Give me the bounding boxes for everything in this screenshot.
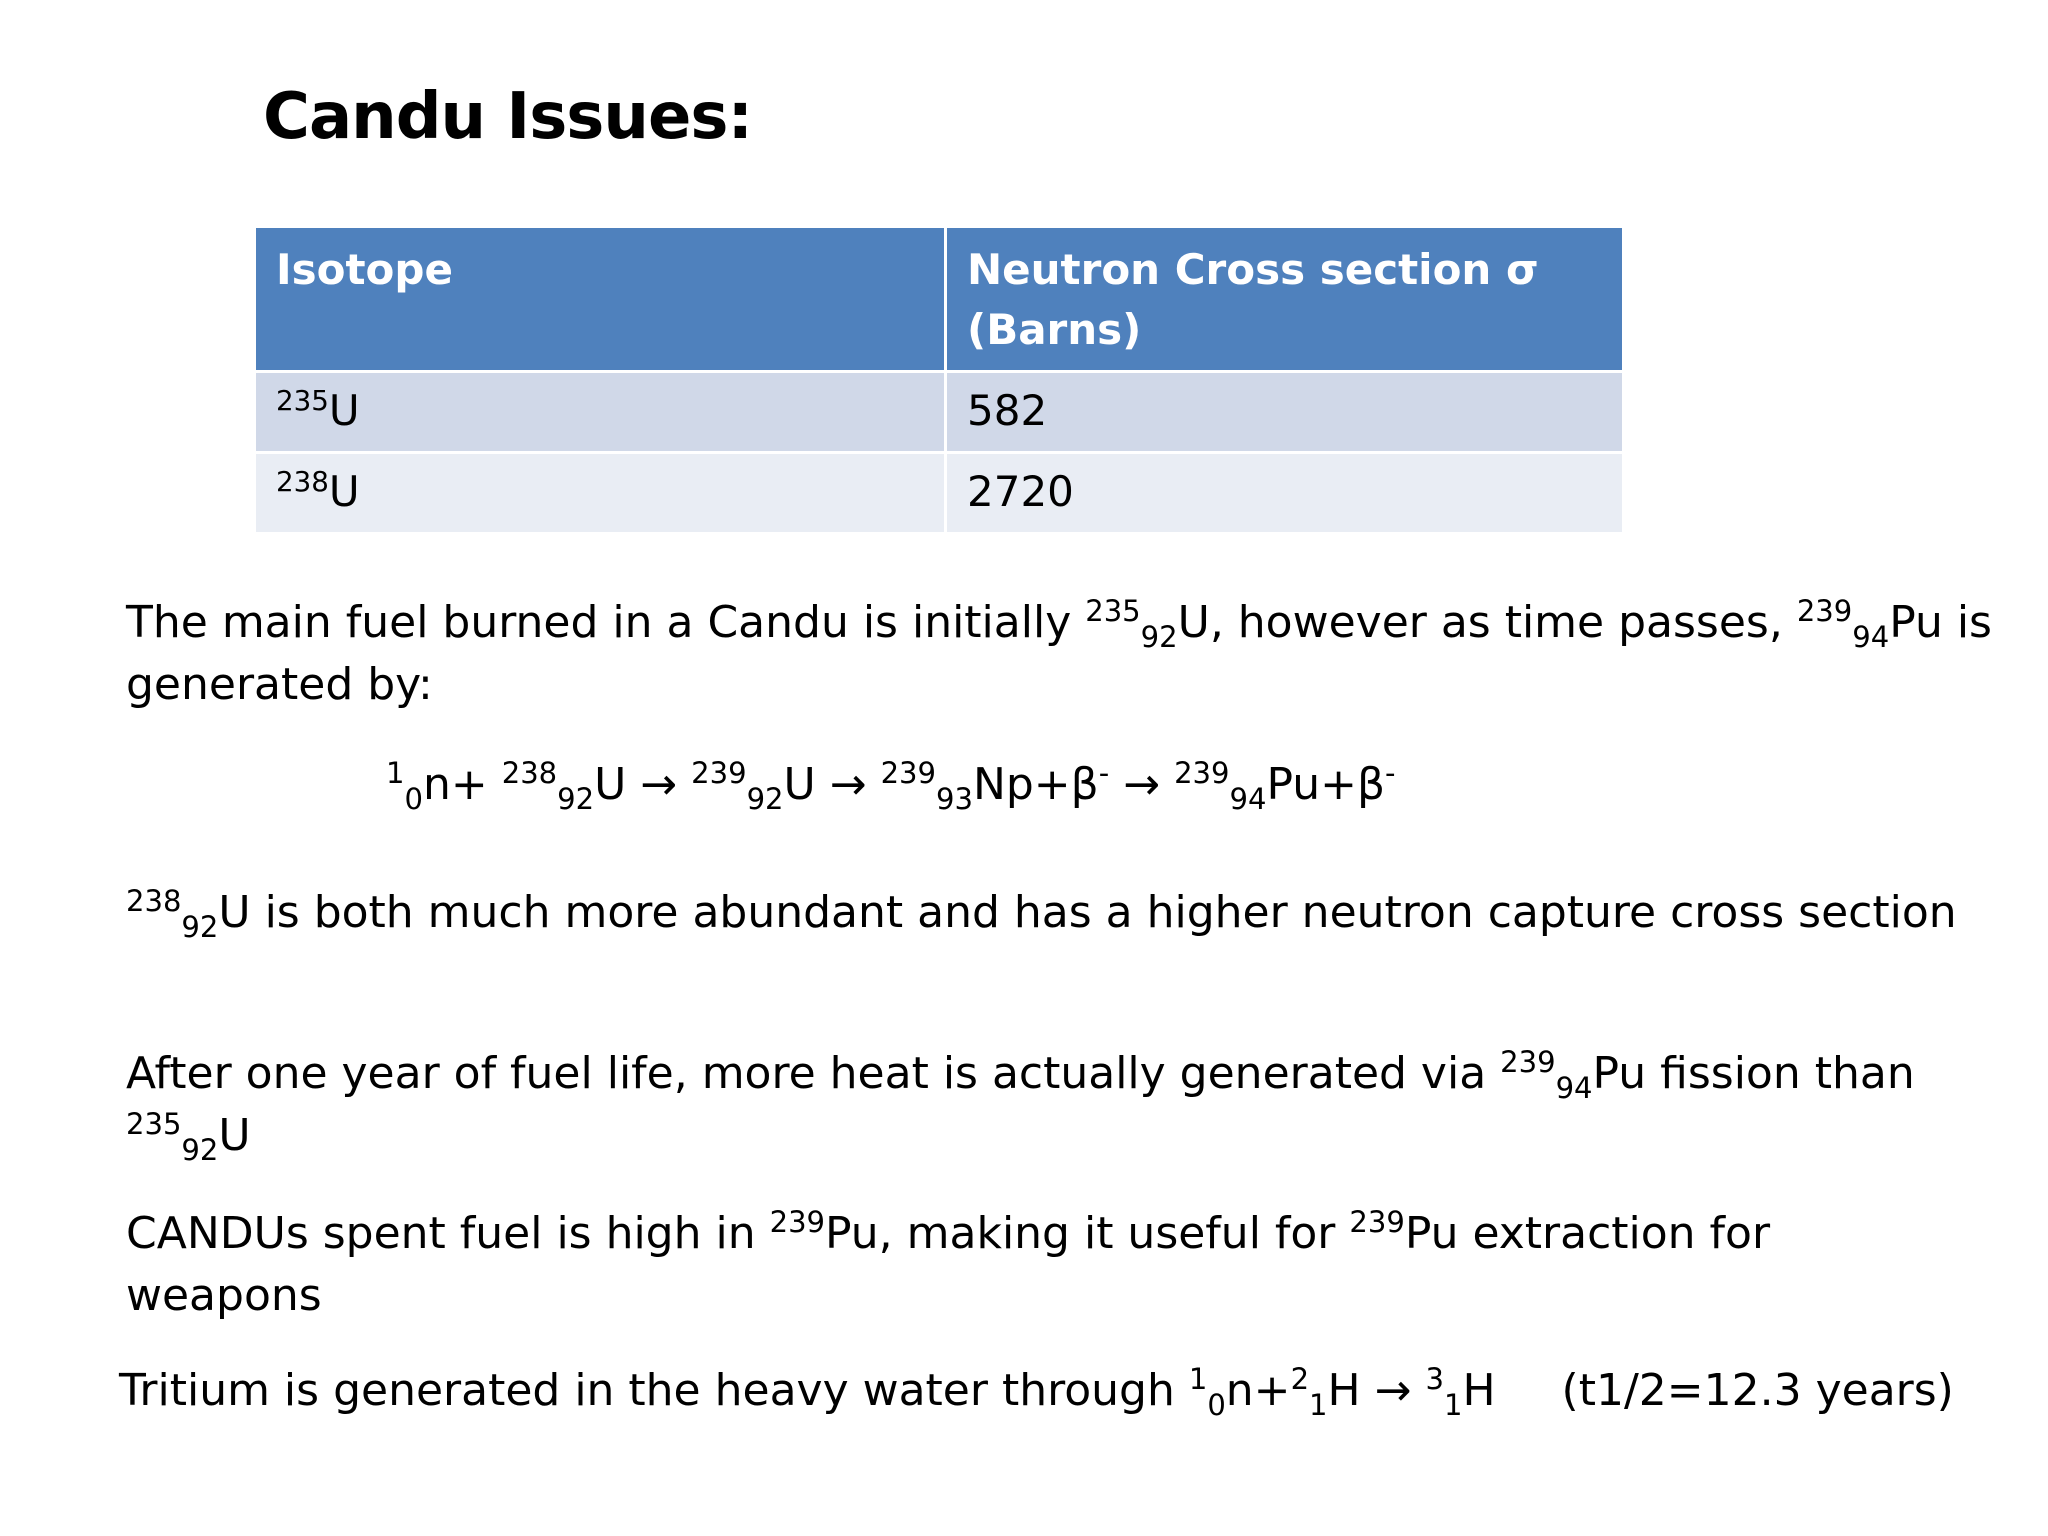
fuel-paragraph bbox=[126, 592, 2026, 716]
mass-number: 235 bbox=[1085, 594, 1141, 629]
atomic-number: 1 bbox=[1309, 1388, 1328, 1423]
mass-number: 3 bbox=[1425, 1362, 1444, 1397]
mass-number: 239 bbox=[691, 756, 747, 791]
mass-number: 239 bbox=[1349, 1205, 1405, 1240]
text-segment: Tritium is generated in the heavy water through bbox=[119, 1365, 1189, 1416]
text-segment: n+ bbox=[1225, 1365, 1291, 1416]
text-segment: is generated by: bbox=[126, 597, 1992, 710]
mass-number: 238 bbox=[126, 884, 182, 919]
abundance-paragraph bbox=[126, 882, 1957, 944]
text-segment: The main fuel burned in a Candu is initially bbox=[126, 597, 1086, 648]
slide-title: Candu Issues: bbox=[263, 80, 753, 154]
text-segment: After one year of fuel life, more heat is actually generated via bbox=[126, 1048, 1501, 1099]
mass-number: 239 bbox=[1500, 1045, 1556, 1080]
header-cross-section-line1: Neutron Cross section σ bbox=[967, 245, 1539, 294]
atomic-number: 94 bbox=[1229, 782, 1267, 817]
atomic-number: 93 bbox=[935, 782, 973, 817]
text-segment: Pu fission than bbox=[1592, 1048, 1915, 1099]
atomic-number: 92 bbox=[181, 1133, 219, 1168]
element-symbol: Pu bbox=[1889, 597, 1943, 648]
cross-section-cell: 582 bbox=[946, 372, 1624, 453]
plutonium-equation bbox=[386, 754, 1396, 816]
half-life-note: (t1/2=12.3 years) bbox=[1561, 1365, 1954, 1416]
table-row bbox=[255, 372, 1624, 453]
mass-number: 1 bbox=[386, 756, 405, 791]
mass-number: 2 bbox=[1290, 1362, 1310, 1397]
text-segment: U is both much more abundant and has a higher neutron capture cross section bbox=[218, 887, 1957, 938]
table-row bbox=[255, 453, 1624, 534]
isotope-symbol: U bbox=[328, 386, 360, 435]
atomic-number: 92 bbox=[557, 782, 595, 817]
atomic-number: 0 bbox=[1207, 1388, 1226, 1423]
isotope-symbol: U bbox=[328, 467, 360, 516]
mass-number: 235 bbox=[126, 1107, 182, 1142]
text-segment: CANDUs spent fuel is high in bbox=[126, 1208, 770, 1259]
element-symbol: U → bbox=[783, 759, 881, 810]
atomic-number: 1 bbox=[1443, 1388, 1463, 1423]
text-segment: H bbox=[1462, 1365, 1496, 1416]
mass-number: 1 bbox=[1188, 1362, 1208, 1397]
mass-number: 239 bbox=[880, 756, 936, 791]
atomic-number: 0 bbox=[404, 782, 423, 817]
mass-number: 238 bbox=[501, 756, 558, 791]
element-symbol: n+ bbox=[422, 759, 502, 810]
mass-number: 238 bbox=[276, 464, 329, 498]
atomic-number: 92 bbox=[181, 910, 219, 945]
table-header-row bbox=[255, 227, 1624, 372]
header-cross-section-line2: (Barns) bbox=[967, 305, 1142, 354]
text-segment: , however as time passes, bbox=[1209, 597, 1797, 648]
isotope-cell bbox=[255, 372, 946, 453]
arrow: → bbox=[1109, 759, 1175, 810]
cross-section-cell: 2720 bbox=[946, 453, 1624, 534]
mass-number: 239 bbox=[769, 1205, 826, 1240]
spent-fuel-paragraph bbox=[126, 1203, 1826, 1327]
atomic-number: 92 bbox=[1140, 620, 1178, 655]
atomic-number: 94 bbox=[1555, 1071, 1593, 1106]
tritium-paragraph bbox=[119, 1360, 1954, 1422]
mass-number: 239 bbox=[1796, 594, 1853, 629]
mass-number: 239 bbox=[1174, 756, 1230, 791]
atomic-number: 92 bbox=[746, 782, 784, 817]
element-symbol: Pu+β bbox=[1266, 759, 1386, 810]
atomic-number: 94 bbox=[1852, 620, 1890, 655]
header-isotope: Isotope bbox=[255, 227, 946, 372]
text-segment: Pu, making it useful for bbox=[825, 1208, 1350, 1259]
element-symbol: Np+β bbox=[972, 759, 1099, 810]
element-symbol: U → bbox=[594, 759, 692, 810]
text-segment: H → bbox=[1327, 1365, 1426, 1416]
mass-number: 235 bbox=[276, 383, 329, 417]
charge: - bbox=[1098, 756, 1110, 791]
element-symbol: U bbox=[1177, 597, 1210, 648]
isotope-cell bbox=[255, 453, 946, 534]
header-cross-section bbox=[946, 227, 1624, 372]
isotope-table bbox=[253, 225, 1625, 535]
heat-paragraph bbox=[126, 1043, 2048, 1167]
text-segment: U bbox=[218, 1110, 251, 1161]
text-segment: Pu extraction for weapons bbox=[126, 1208, 1771, 1321]
charge: - bbox=[1385, 756, 1396, 791]
